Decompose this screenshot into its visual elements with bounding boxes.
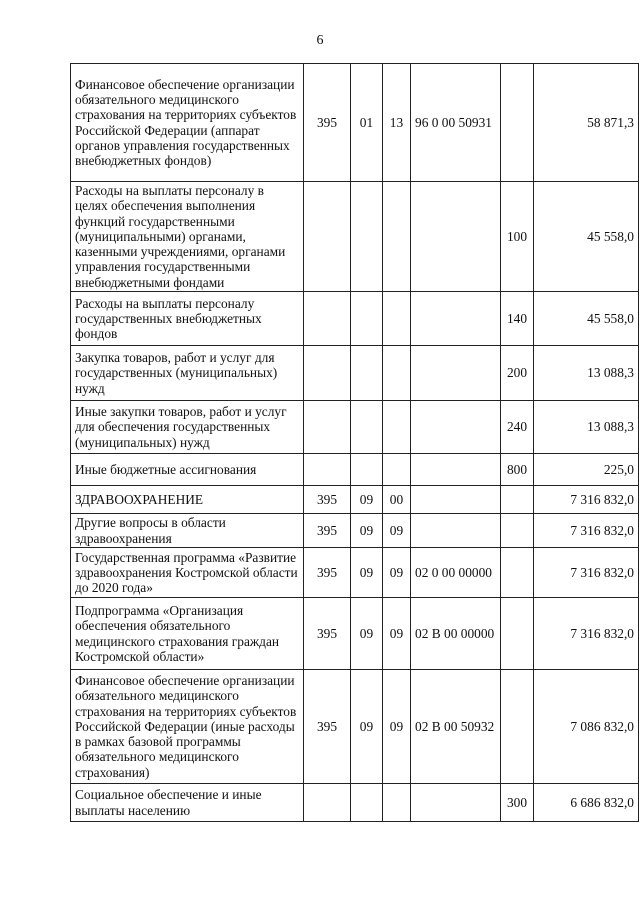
row-amount: 45 558,0	[534, 292, 639, 346]
row-admin-code	[304, 346, 351, 401]
table-row	[71, 670, 639, 784]
row-subsection-code: 00	[383, 486, 411, 514]
row-expense-type: 100	[501, 182, 534, 292]
row-name: Финансовое обеспечение организации обязательного медицинского страхования на территориях субъектов Российской Федерации (иные расходы в рамках базовой программы обязательного медицинского страхования)	[71, 670, 304, 784]
row-name: Другие вопросы в области здравоохранения	[71, 514, 304, 548]
row-name: Финансовое обеспечение организации обязательного медицинского страхования на территориях субъектов Российской Федерации (аппарат органов управления государственных внебюджетных фондов)	[71, 64, 304, 182]
row-section-code: 09	[351, 548, 383, 598]
row-section-code	[351, 292, 383, 346]
row-section-code	[351, 454, 383, 486]
row-expense-type	[501, 514, 534, 548]
table-row	[71, 346, 639, 401]
row-name: Закупка товаров, работ и услуг для государственных (муниципальных) нужд	[71, 346, 304, 401]
row-target-article: 96 0 00 50931	[411, 64, 501, 182]
row-section-code	[351, 401, 383, 454]
row-name: Социальное обеспечение и иные выплаты населению	[71, 784, 304, 822]
row-expense-type: 800	[501, 454, 534, 486]
row-section-code	[351, 784, 383, 822]
row-subsection-code: 09	[383, 670, 411, 784]
row-section-code: 09	[351, 598, 383, 670]
row-target-article	[411, 401, 501, 454]
row-subsection-code: 09	[383, 598, 411, 670]
table-row	[71, 514, 639, 548]
row-section-code: 09	[351, 486, 383, 514]
row-name: Иные бюджетные ассигнования	[71, 454, 304, 486]
row-target-article: 02 0 00 00000	[411, 548, 501, 598]
row-subsection-code	[383, 454, 411, 486]
row-admin-code	[304, 292, 351, 346]
row-subsection-code	[383, 182, 411, 292]
row-amount: 7 086 832,0	[534, 670, 639, 784]
table-row	[71, 64, 639, 182]
row-target-article: 02 В 00 50932	[411, 670, 501, 784]
row-section-code	[351, 182, 383, 292]
row-name: Расходы на выплаты персоналу государственных внебюджетных фондов	[71, 292, 304, 346]
row-subsection-code	[383, 292, 411, 346]
row-expense-type: 240	[501, 401, 534, 454]
row-section-code: 09	[351, 514, 383, 548]
row-admin-code: 395	[304, 598, 351, 670]
table-row	[71, 548, 639, 598]
table-row	[71, 182, 639, 292]
row-name: Государственная программа «Развитие здравоохранения Костромской области до 2020 года»	[71, 548, 304, 598]
row-name: Подпрограмма «Организация обеспечения обязательного медицинского страхования граждан Костромской области»	[71, 598, 304, 670]
row-target-article: 02 В 00 00000	[411, 598, 501, 670]
row-target-article	[411, 292, 501, 346]
row-name: Расходы на выплаты персоналу в целях обеспечения выполнения функций государственными (муниципальными) органами, казенными учреждениями, органами управления государственными внебюджетными фондами	[71, 182, 304, 292]
row-subsection-code	[383, 784, 411, 822]
row-amount: 58 871,3	[534, 64, 639, 182]
row-admin-code	[304, 401, 351, 454]
row-amount: 13 088,3	[534, 346, 639, 401]
row-target-article	[411, 514, 501, 548]
row-amount: 7 316 832,0	[534, 598, 639, 670]
row-expense-type	[501, 64, 534, 182]
table-row	[71, 401, 639, 454]
row-section-code: 01	[351, 64, 383, 182]
row-section-code	[351, 346, 383, 401]
row-amount: 7 316 832,0	[534, 514, 639, 548]
row-amount: 6 686 832,0	[534, 784, 639, 822]
row-admin-code	[304, 784, 351, 822]
row-expense-type	[501, 548, 534, 598]
row-admin-code	[304, 182, 351, 292]
table-row	[71, 486, 639, 514]
row-expense-type: 200	[501, 346, 534, 401]
row-admin-code: 395	[304, 64, 351, 182]
row-subsection-code: 09	[383, 548, 411, 598]
row-admin-code: 395	[304, 670, 351, 784]
row-name: Иные закупки товаров, работ и услуг для обеспечения государственных (муниципальных) нужд	[71, 401, 304, 454]
row-admin-code: 395	[304, 486, 351, 514]
row-target-article	[411, 346, 501, 401]
row-subsection-code	[383, 401, 411, 454]
row-amount: 13 088,3	[534, 401, 639, 454]
budget-table	[70, 63, 639, 822]
row-admin-code: 395	[304, 514, 351, 548]
row-amount: 7 316 832,0	[534, 486, 639, 514]
row-target-article	[411, 784, 501, 822]
row-expense-type	[501, 670, 534, 784]
row-name: ЗДРАВООХРАНЕНИЕ	[71, 486, 304, 514]
row-amount: 45 558,0	[534, 182, 639, 292]
table-row	[71, 454, 639, 486]
row-target-article	[411, 182, 501, 292]
row-admin-code: 395	[304, 548, 351, 598]
row-target-article	[411, 454, 501, 486]
table-row	[71, 598, 639, 670]
row-subsection-code	[383, 346, 411, 401]
table-row	[71, 292, 639, 346]
table-row	[71, 784, 639, 822]
row-admin-code	[304, 454, 351, 486]
page-number: 6	[316, 33, 324, 48]
row-amount: 7 316 832,0	[534, 548, 639, 598]
row-section-code: 09	[351, 670, 383, 784]
row-expense-type	[501, 598, 534, 670]
row-expense-type: 300	[501, 784, 534, 822]
row-amount: 225,0	[534, 454, 639, 486]
row-target-article	[411, 486, 501, 514]
row-expense-type: 140	[501, 292, 534, 346]
row-expense-type	[501, 486, 534, 514]
row-subsection-code: 09	[383, 514, 411, 548]
row-subsection-code: 13	[383, 64, 411, 182]
